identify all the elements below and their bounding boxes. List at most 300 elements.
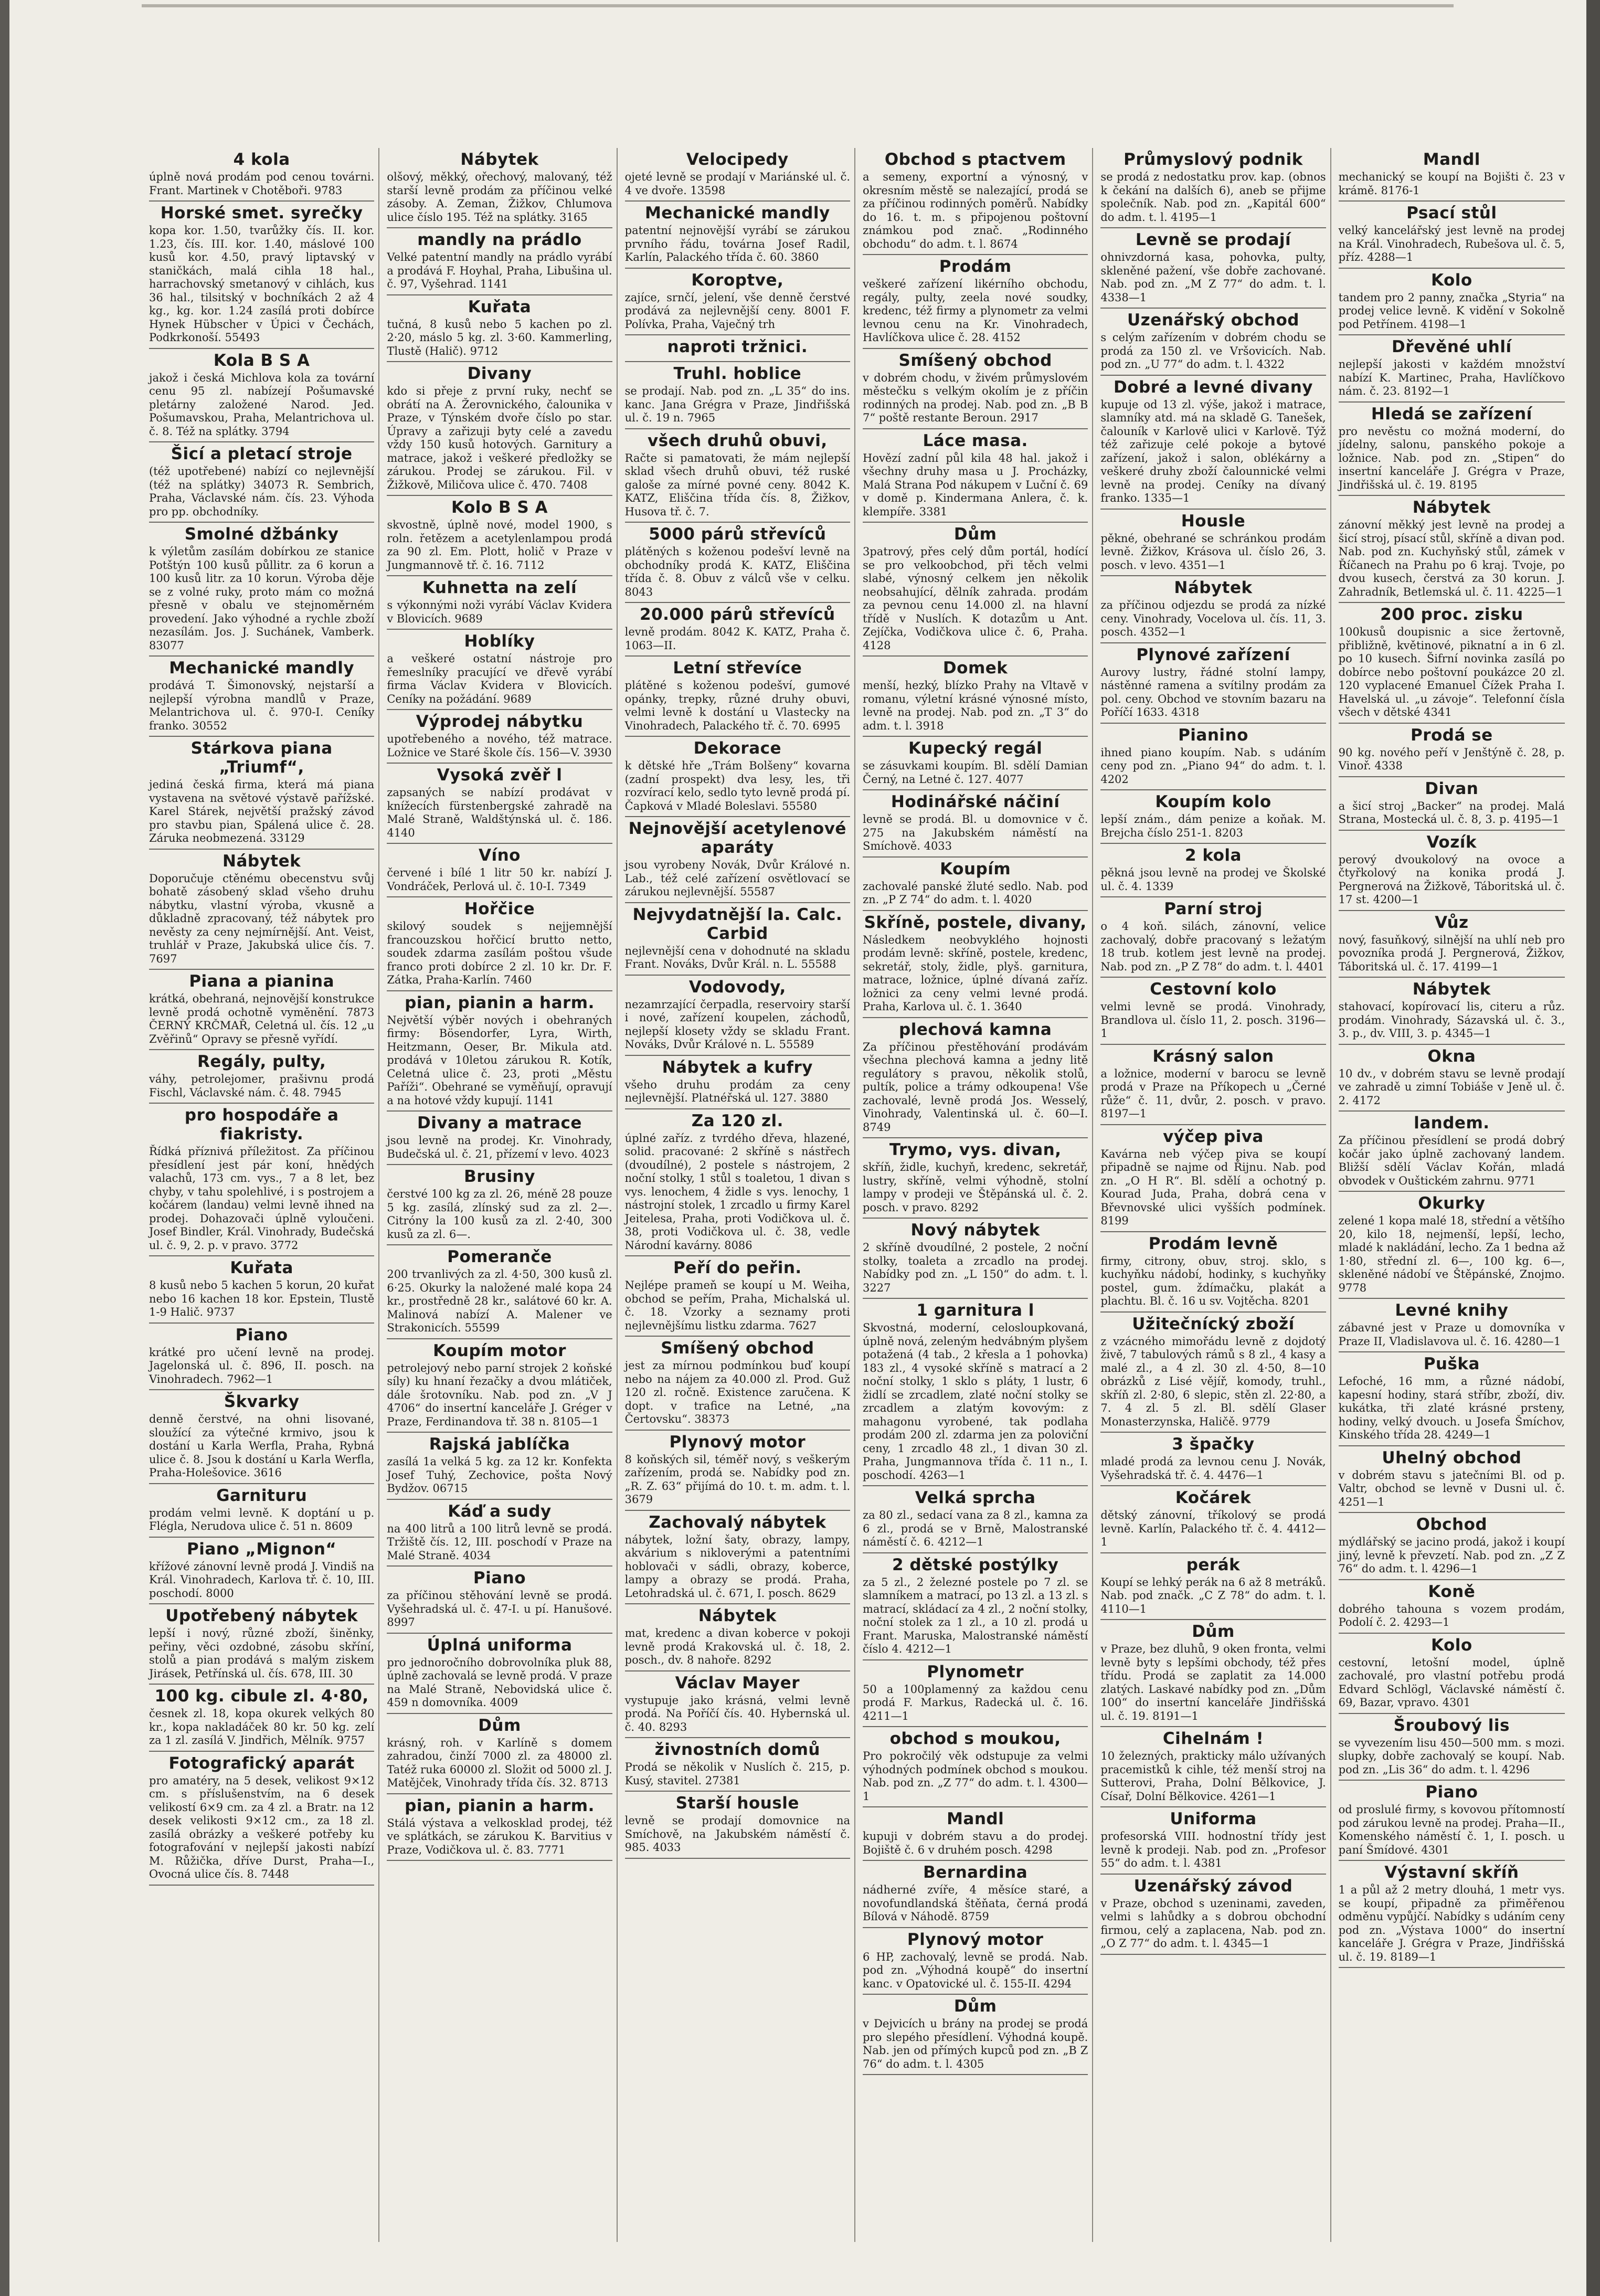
classified-ad	[1339, 831, 1565, 911]
ad-heading: Domek	[942, 659, 1008, 678]
ad-heading: Kuřata	[468, 297, 532, 316]
classified-ad	[149, 1256, 374, 1324]
classified-ad	[625, 523, 850, 603]
classified-ad	[1100, 1553, 1326, 1621]
classified-ad	[1339, 335, 1565, 403]
ad-body: úplné zaříz. z tvrdého dřeva, hlazené, solid. pracované: 2 skříně s nástřech (dvoudílné), 2 postele s nástrojem, 2 noční stolky, 1 stůl s toaletou, 1 divan s vys. lenochem, 4 židle s vys. lenochy, 1 nástrojní stolek, 1 zrcadlo u firmy Karel Jeitelesa, Praha, proti Vodičkova ul. č. 38, proti Vodičkova ul. č. 38, vedle Národní kavárny. 8086	[624, 1131, 850, 1252]
ad-heading: Nejnovější acetylenové aparáty	[628, 819, 846, 857]
ad-heading: Trymo, vys. divan,	[889, 1140, 1062, 1159]
classified-ad	[387, 1339, 612, 1433]
ad-heading: Horské smet. syrečky	[160, 204, 363, 223]
classified-ad	[1339, 1352, 1565, 1446]
classified-ad	[863, 148, 1088, 255]
ad-heading: Hodinářské náčiní	[891, 792, 1060, 811]
classified-ad	[863, 737, 1088, 790]
ad-column-3	[623, 148, 855, 2242]
ad-heading: Nábytek	[1174, 578, 1253, 597]
ad-body: 1 a půl až 2 metry dlouhá, 1 metr vys. se koupí, připadně za přiměřenou odměnu vypůjčí. Nabídky s udáním ceny pod zn. „Výstava 1000“ do insertní kanceláře J. Grégra v Praze, Jindřišská ul. č. 19. 8189—1	[1338, 1884, 1565, 1963]
ad-body: nový, fasuňkový, silnější na uhlí neb pro povozníka prodá J. Pergnerová, Žižkov, Táboritská ul. č. 17. 4199—1	[1338, 933, 1565, 973]
ad-body: jakož i česká Michlova kola za tovární cenu 95 zl. nabízejí Pošumavské pletárny založené Narod. Jed. Pošumavskou, Praha, Melantrichova ul. č. 8. Též na splátky. 3794	[149, 371, 375, 438]
ad-heading: Koně	[1428, 1582, 1476, 1601]
classified-ad	[387, 844, 612, 897]
classified-ad	[625, 429, 850, 523]
ad-column-1	[147, 148, 379, 2242]
ad-heading: Kuhnetta na zelí	[422, 578, 577, 597]
classified-ad	[387, 991, 612, 1112]
ad-body: Račte si pamatovati, že mám nejlepší sklad všech druhů obuvi, též ruské galoše za mírné povné ceny. 8042 K. KATZ, Eliščina třída čís. 8, Žižkov, Husova tř. č. 7.	[624, 451, 850, 518]
ad-body: za příčinou odjezdu se prodá za nízké ceny. Vinohrady, Vocelova ul. čís. 11, 3. posch. 4352—1	[1100, 599, 1326, 638]
ad-heading: Uzenářský obchod	[1127, 311, 1299, 330]
ad-heading: Levně se prodají	[1135, 230, 1291, 249]
ad-body: menší, hezký, blízko Prahy na Vltavě v romanu, výletní krásné výnosné místo, levně na prodej. Nab. pod zn. „T 3“ do adm. t. l. 3918	[863, 679, 1088, 732]
classified-ad	[1100, 1486, 1326, 1553]
ad-body: a veškeré ostatní nástroje pro řemeslníky pracující ve dřevě vyrábí firma Václav Kvidera v Blovicích. Ceníky na požádání. 9689	[387, 652, 612, 705]
ad-body: zachovalé panské žluté sedlo. Nab. pod zn. „P Z 74“ do adm. t. l. 4020	[863, 880, 1088, 906]
classified-ad	[149, 1104, 374, 1256]
ad-body: petrolejový nebo parní strojek 2 koňské síly) ku hnaní řezačky a dvou mlátiček, dále šrotovníku. Nab. pod zn. „V J 4706“ do insertní kanceláře J. Gréger v Praze, Ferdinandova tř. 38 n. 8105—1	[387, 1361, 612, 1428]
ad-heading: pian, pianin a harm.	[405, 1796, 595, 1815]
ad-column-2	[385, 148, 617, 2242]
ad-heading: Koupím	[940, 859, 1011, 879]
classified-ad	[863, 1928, 1088, 1995]
classified-ad	[1339, 269, 1565, 336]
classified-ad	[863, 255, 1088, 349]
ad-heading: Uzenářský závod	[1133, 1876, 1293, 1896]
ad-heading: Užitečnícký zboží	[1132, 1314, 1295, 1334]
classified-ad	[387, 362, 612, 496]
ad-body: červené i bílé 1 litr 50 kr. nabízí J. Vondráček, Perlová ul. č. 10-I. 7349	[387, 866, 612, 893]
ad-heading: Piano	[473, 1569, 526, 1588]
classified-ad	[149, 148, 374, 202]
ad-body: pro nevěstu co možná moderní, do jídelny, salonu, panského pokoje a ložnice. Nab. pod zn. „Stipen“ do insertní kanceláře J. Grégra v Praze, Jindřišská ul. č. 19. 8195	[1338, 425, 1565, 491]
classified-ad	[1100, 1807, 1326, 1875]
ad-heading: 3 špačky	[1172, 1435, 1255, 1454]
ad-body: jediná česká firma, která má piana vystavena na světové výstavě pařížské. Karel Stárek, největší pražský závod pro stavbu pian, Spálená ulice č. 28. Záruka neobmezená. 33129	[149, 778, 375, 844]
classified-ad	[387, 710, 612, 764]
classified-ad	[387, 1112, 612, 1165]
ad-heading: Hoblíky	[464, 632, 535, 651]
ad-heading: Smolné džbánky	[184, 525, 339, 544]
classified-ad	[625, 737, 850, 817]
classified-ad	[625, 1671, 850, 1739]
classified-ad	[149, 1324, 374, 1391]
classified-ad	[387, 630, 612, 710]
ad-heading: Zachovalý nábytek	[649, 1512, 827, 1532]
classified-ad	[625, 657, 850, 737]
ad-heading: pian, pianin a harm.	[405, 993, 595, 1012]
ad-body: mýdlářský se jacino prodá, jakož i koupí jiný, levně k převzetí. Nab. pod zn. „Z Z 76“ do adm. t. l. 4296—1	[1338, 1536, 1565, 1575]
classified-ad	[625, 817, 850, 903]
classified-ad	[1339, 603, 1565, 724]
ad-body: všeho druhu prodám za ceny nejlevnější. Platnéřská ul. 127. 3880	[624, 1078, 850, 1104]
classified-ad	[149, 523, 374, 657]
ad-body: upotřebeného a nového, též matrace. Ložnice ve Staré škole čís. 156—V. 3930	[387, 733, 612, 759]
ad-heading: Prodám levně	[1148, 1234, 1278, 1253]
classified-ad	[1339, 978, 1565, 1045]
ad-heading: Housle	[1181, 511, 1246, 531]
classified-ad	[863, 1486, 1088, 1553]
classified-ad	[863, 1138, 1088, 1219]
classified-ad	[863, 790, 1088, 858]
classified-ad	[149, 657, 374, 737]
ad-body: Velké patentní mandly na prádlo vyrábí a prodává F. Hoyhal, Praha, Libušina ul. č. 97, Vyšehrad. 1141	[387, 251, 612, 290]
ad-heading: Dřevěné uhlí	[1392, 337, 1512, 356]
ad-heading: Stárkova piana „Triumf“,	[190, 739, 333, 777]
ad-body: perový dvoukolový na ovoce a čtyřkolový na konika prodá J. Pergnerová na Žižkově, Táboritská ul. č. 17 st. 4200—1	[1338, 853, 1565, 906]
ad-heading: Koupím motor	[433, 1341, 566, 1360]
ad-body: a ložnice, moderní v barocu se levně prodá v Praze na Příkopech u „Černé růže“ č. 11, dvůr, 2. posch. v pravo. 8197—1	[1100, 1067, 1326, 1120]
classified-ad	[149, 1050, 374, 1104]
ad-body: ojeté levně se prodají v Mariánské ul. č. 4 ve dvoře. 13598	[624, 171, 850, 197]
ad-body: na 400 litrů a 100 litrů levně se prodá. Tržiště čís. 12, III. poschodí v Praze na Malé Straně. 4034	[387, 1522, 612, 1562]
ad-body: mechanický se koupí na Bojišti č. 23 v krámě. 8176-1	[1338, 171, 1565, 197]
ad-heading: 2 dětské postýlky	[892, 1555, 1059, 1574]
classified-ad	[149, 1390, 374, 1484]
ad-body: nábytek, ložní šaty, obrazy, lampy, akvárium s nikloverými a patentními hoblovači v sádli, obrazy, koberce, lampy a obrazy se prodá. Praha, Letohradská ul. č. 671, I. posch. 8629	[624, 1533, 850, 1600]
ad-heading: Velká sprcha	[915, 1488, 1036, 1507]
ad-body: Koupí se lehký perák na 6 až 8 metráků. Nab. pod značk. „C Z 78“ do adm. t. l. 4110—1	[1100, 1575, 1326, 1615]
ad-body: Stálá výstava a velkosklad prodej, též ve splátkách, se zárukou K. Barvitius v Praze, Vodičkova ul. č. 83. 7771	[387, 1816, 612, 1856]
ad-heading: Smíšený obchod	[661, 1339, 814, 1358]
ad-body: nezamrzající čerpadla, reservoiry starší i nové, zařízení koupelen, záchodů, nejlepší klosety vždy se skladu Frant. Nováks, Dvůr Králové n. L. 55589	[624, 998, 850, 1051]
ad-heading: Nábytek	[460, 150, 539, 169]
ad-heading: Václav Mayer	[675, 1673, 800, 1692]
ad-body: lepší i nový, různé zboží, šiněnky, peřiny, věci ozdobné, zásobu skříní, stolů a pian prodává s malým ziskem Jirásek, Petřínská ul. čís. 678, III. 30	[149, 1627, 375, 1680]
ad-heading: Regály, pulty,	[197, 1052, 326, 1071]
classified-ad	[625, 603, 850, 657]
ad-body: plátěných s koženou podešví levně na obchodníky prodá K. KATZ, Eliščina třída č. 8. Obuv z válců vše v celku. 8043	[624, 545, 850, 598]
ad-heading: Dobré a levné divany	[1113, 377, 1313, 397]
classified-ad	[1100, 1313, 1326, 1433]
classified-ad	[1339, 1192, 1565, 1299]
classified-ad	[149, 970, 374, 1050]
ad-body: skilový soudek s nejjemnější francouzskou hořčicí brutto netto, soudek zdarma zasílám poštou všude franco proti dobírce 2 zl. 10 kr. Dr. F. Zátka, Praha-Karlín. 7460	[387, 920, 612, 986]
classified-ad	[387, 1714, 612, 1794]
ad-heading: Hledá se zařízení	[1371, 404, 1532, 424]
ad-body: ohnivzdorná kasa, pohovka, pulty, skleněné pažení, vše dobře zachované. Nab. pod zn. „M Z 77“ do adm. t. l. 4338—1	[1100, 251, 1326, 304]
classified-ad	[149, 1752, 374, 1886]
ad-heading: Dům	[1192, 1622, 1235, 1641]
ad-heading: obchod s moukou,	[889, 1729, 1061, 1748]
ad-heading: 2 kola	[1184, 846, 1242, 865]
ad-heading: Dům	[478, 1716, 521, 1735]
classified-ad	[387, 1500, 612, 1567]
ad-body: Největší výběr nových i obehraných firmy: Bösendorfer, Lyra, Wirth, Heitzmann, Oeser, Br. Mikula atd. prodává v 10letou zárukou R. Kotík, Celetná ulice č. 23, proti „Městu Paříži“. Obehrané se vyměňují, opravují a na hotové vždy kupují. 1141	[387, 1013, 612, 1107]
ad-heading: Bernardina	[923, 1863, 1028, 1882]
page-edge-right	[1586, 0, 1600, 2296]
ad-body: jsou vyrobeny Novák, Dvůr Králové n. Lab., též celé zařízení osvětlovací se zárukou nejlevnější. 55587	[624, 859, 850, 898]
classified-ad	[149, 202, 374, 349]
classified-ad	[863, 429, 1088, 523]
ad-heading: Výstavní skříň	[1384, 1863, 1519, 1882]
classified-ad	[1100, 576, 1326, 643]
classified-ad	[1100, 1727, 1326, 1807]
ad-heading: Uhelný obchod	[1382, 1448, 1522, 1467]
classified-ad	[625, 148, 850, 202]
ad-body: profesorská VIII. hodnostní třídy jest levně k prodeji. Nab. pod zn. „Profesor 55“ do adm. t. l. 4381	[1100, 1830, 1326, 1869]
ad-body: levně se prodají domovnice na Smíchově, na Jakubském náměstí č. 985. 4033	[624, 1814, 850, 1854]
classified-ad	[1339, 1112, 1565, 1192]
ad-body: zánovní měkký jest levně na prodej a šicí stroj, písací stůl, skříně a divan pod. Nab. pod zn. Kuchyňský stůl, zámek v Říčanech na Prahu po 6 kraj. Tvoje, po dvou kusech, čerstvá za 30 korun. J. Zahradník, Betlemská ul. č. 11. 4225—1	[1338, 519, 1565, 598]
ad-body: ihned piano koupím. Nab. s udáním ceny pod zn. „Piano 94“ do adm. t. l. 4202	[1100, 746, 1326, 786]
ad-body: pěkná jsou levně na prodej ve Školské ul. č. 4. 1339	[1100, 866, 1326, 893]
ad-body: zajíce, srnčí, jelení, vše denně čerstvé prodává za nejlevnější ceny. 8001 F. Polívka, Praha, Vaječný trh	[624, 291, 850, 331]
ad-heading: Dům	[953, 1997, 997, 2016]
ad-heading: Piano	[235, 1325, 288, 1345]
ad-heading: Pomeranče	[447, 1247, 552, 1266]
ad-heading: Letní střevíce	[673, 659, 802, 678]
ad-body: v Praze, bez dluhů, 9 oken fronta, velmi levně byty s lepšími obchody, též přes třídu. Prodá se zaplatit za 14.000 zlatých. Laskavé nabídky pod zn. „Dům 100“ do insertní kanceláře Jindřišská ul. č. 19. 8191—1	[1100, 1643, 1326, 1722]
classified-ad	[387, 228, 612, 295]
ad-heading: Výprodej nábytku	[416, 712, 584, 731]
ad-heading: Kočárek	[1175, 1488, 1252, 1507]
ad-body: levně se prodá. Bl. u domovnice v č. 275 na Jakubském náměstí na Smíchově. 4033	[863, 813, 1088, 852]
classified-ad	[1339, 1861, 1565, 1968]
ad-heading: Peří do peřin.	[673, 1258, 802, 1277]
ad-body: (též upotřebené) nabízí co nejlevnější (též na splátky) 34073 R. Sembrich, Praha, Václavské nám. čís. 23. Výhoda pro pp. obchodníky.	[149, 465, 375, 518]
ad-heading: Káď a sudy	[448, 1501, 552, 1521]
ad-heading: 1 garnitura l	[916, 1301, 1034, 1320]
ad-heading: Nábytek	[1412, 980, 1491, 999]
ad-body: váhy, petrolejomer, prašivnu prodá Fischl, Václavské nám. č. 48. 7945	[149, 1073, 375, 1099]
ad-heading: Vůz	[1435, 913, 1469, 932]
ad-heading: Upotřebený nábytek	[165, 1606, 358, 1625]
ad-heading: Vodovody,	[688, 977, 786, 997]
ad-heading: Vysoká zvěř l	[437, 766, 563, 785]
classified-ad	[625, 362, 850, 429]
ad-body: česnek zl. 18, kopa okurek velkých 80 kr., kopa nakladáček 80 kr. 50 kg. zelí za 1 zl. zasílá V. Jindřich, Mělník. 9757	[149, 1707, 375, 1747]
ad-body: Za příčinou přesídlení se prodá dobrý kočár jako úplně zachovaný landem. Bližší sdělí Václav Kořán, mladá obvodek v Ouštickém zahrnu. 9771	[1338, 1134, 1565, 1187]
classified-ad	[1100, 1232, 1326, 1313]
classified-ad	[387, 1634, 612, 1714]
ad-body: skvostně, úplně nové, model 1900, s roln. řetězem a acetylenlampou prodá za 90 zl. Em. Plott, holič v Praze v Jungmannově tř. č. 16. 7112	[387, 519, 612, 572]
ad-heading: Koupím kolo	[1155, 792, 1271, 811]
ad-heading: landem.	[1414, 1114, 1490, 1133]
ad-heading: Plynový motor	[907, 1930, 1044, 1949]
ad-body: se prodají. Nab. pod zn. „L 35“ do ins. kanc. Jana Grégra v Praze, Jindřišská ul. č. 19 n. 7965	[624, 385, 850, 424]
ad-body: dobrého tahouna s vozem prodám, Podolí č. 2. 4293—1	[1338, 1602, 1565, 1628]
classified-ad	[387, 148, 612, 228]
classified-ad	[1100, 1620, 1326, 1727]
ad-body: kopa kor. 1.50, tvarůžky čís. II. kor. 1.23, čís. III. kor. 1.40, máslové 100 kusů kor. 4.50, pravý liptavský v staničkách, malá cihla 18 hal., harrachovský smetanový v cihlách, kus 36 hal., tilsitský v bochníkách 2 až 4 kg., kg. kor. 1.24 zasílá proti dobírce Hynek Hübscher v Úpici v Čechách, Podkrkonoší. 55493	[149, 224, 375, 344]
ad-body: 10 železných, prakticky málo užívaných pracemistků k cihle, též menší stroj na Sutterovi, Praha, Dolní Bělkovice, J. Císař, Dolní Bělkovice. 4261—1	[1100, 1750, 1326, 1803]
ad-body: mat, kredenc a divan koberce v pokoji levně prodá Krakovská ul. č. 18, 2. posch., dv. 8 nahoře. 8292	[624, 1627, 850, 1666]
ad-heading: Plynový motor	[669, 1432, 806, 1452]
ad-body: s celým zařízením v dobrém chodu se prodá za 150 zl. ve Vršovicích. Nab. pod zn. „U 77“ do adm. t. l. 4322	[1100, 331, 1326, 371]
ad-body: nádherné zvíře, 4 měsíce staré, a novofundlandská štěňata, černá prodá Bílová v Náhodě. 8759	[863, 1884, 1088, 1923]
classified-ad	[625, 1431, 850, 1511]
classified-ad	[387, 295, 612, 363]
ad-heading: 4 kola	[233, 150, 290, 169]
ad-body: firmy, citrony, obuv, stroj. sklo, s kuchyňku nádobí, hodinky, s kuchyňky postel, gum. ždímačku, plakát a plachtu. Bl. č. 16 u sv. Vojtěcha. 8201	[1100, 1254, 1326, 1307]
ad-body: se vyvezením lisu 450—500 mm. s mozi. slupky, dobře zachovalý se koupí. Nab. pod zn. „Lis 36“ do adm. t. l. 4296	[1338, 1736, 1565, 1776]
ad-body: Doporučuje ctěnému obecenstvu svůj bohatě zásobený sklad všeho druhu nábytku, vlastní výroba, vkusně a důkladně zpracovaný, též nábytek pro nevěsty za ceny nejmírnější. Ant. Veist, truhlář v Praze, Jakubská ulice čís. 7. 7697	[149, 872, 375, 965]
ad-heading: 100 kg. cibule zl. 4·80,	[154, 1687, 369, 1706]
ad-heading: Plynometr	[927, 1662, 1024, 1681]
ad-heading: Víno	[479, 846, 521, 865]
ad-heading: Uniforma	[1170, 1810, 1257, 1828]
ad-heading: Kupecký regál	[908, 739, 1043, 758]
ad-heading: Úplná uniforma	[427, 1635, 573, 1655]
classified-ad	[625, 1109, 850, 1257]
ad-body: Za příčinou přestěhování prodávám všechna plechová kamna a jedny litě regulátory s pravou, několik stolů, pultík, police a trámy odkoupena! Vše zachovalé, levně prodá Jos. Wesselý, Vinohrady, Valentinská ul. č. 60—I. 8749	[863, 1040, 1088, 1134]
classified-ad	[1100, 376, 1326, 510]
ad-heading: Velocipedy	[686, 150, 789, 169]
classified-ad	[625, 269, 850, 336]
classified-ad	[149, 349, 374, 443]
classified-ad	[1100, 1875, 1326, 1955]
ad-heading: Starší housle	[675, 1794, 799, 1813]
classified-ad	[1339, 1580, 1565, 1634]
ad-heading: plechová kamna	[899, 1020, 1052, 1039]
ad-body: v Praze, obchod s uzeninami, zaveden, velmi s lahůdky a s dobrou obchodní firmou, celý a zaplacena, Nab. pod zn. „O Z 77“ do adm. t. l. 4345—1	[1100, 1897, 1326, 1950]
classified-ad	[863, 523, 1088, 657]
ad-body: tandem pro 2 panny, značka „Styria“ na prodej velice levně. K vidění v Sokolně pod Petřínem. 4198—1	[1338, 291, 1565, 331]
ad-body: patentní nejnovější vyrábí se zárukou prvního řádu, továrna Josef Radil, Karlín, Palackého třída č. 60. 3860	[624, 224, 850, 263]
ad-body: kdo si přeje z první ruky, nechť se obrátí na A. Žerovnického, čalounika v Praze, v Týnském dvoře číslo po star. Úpravy a zařizuji byty celé a zavedu vždy 150 kusů hotových. Garnitury a matrace, jakož i veškeré předložky se zárukou. Prodej se zárukou. Fil. v Žižkově, Miličova ulice č. 470. 7408	[387, 385, 612, 491]
ad-heading: Šroubový lis	[1393, 1716, 1510, 1735]
ad-heading: Nábytek	[222, 851, 301, 871]
classified-ad	[863, 349, 1088, 429]
ad-heading: Nejvydatnější la. Calc. Carbid	[632, 905, 843, 943]
ad-body: krátké pro učení levně na prodej. Jagelonská ul. č. 896, II. posch. na Vinohradech. 7962—1	[149, 1346, 375, 1385]
classified-ad	[625, 1511, 850, 1605]
classified-ad	[1100, 643, 1326, 724]
ad-body: o 4 koň. silách, zánovní, velice zachovalý, dobře pracovaný s ležatým 18 trub. kotlem jest levně na prodej. Nab. pod zn. „P Z 78“ do adm. t. l. 4401	[1100, 920, 1326, 973]
ad-body: kupuji v dobrém stavu a do prodej. Bojiště č. 6 v druhém posch. 4298	[863, 1830, 1088, 1856]
ad-heading: Obchod s ptactvem	[884, 150, 1066, 169]
ad-body: v dobrém stavu s jatečními Bl. od p. Valtr, obchod se levně v Dusni ul. č. 4251—1	[1338, 1468, 1565, 1508]
top-rule	[142, 4, 1454, 7]
classified-ad	[387, 1567, 612, 1634]
classified-ad	[625, 1056, 850, 1109]
ad-heading: Kolo	[1431, 270, 1472, 290]
classified-ad	[863, 911, 1088, 1018]
ad-body: Hovězí zadní půl kila 48 hal. jakož i všechny druhy masa u J. Procházky, Malá Strana Pod nákupem v Luční č. 69 v domě p. Kindermana Anlera, č. k. klempíře. 3381	[863, 451, 1088, 518]
classified-ad	[1339, 148, 1565, 202]
ad-heading: Pianino	[1178, 725, 1248, 745]
classified-ad	[1339, 202, 1565, 269]
classified-ad	[149, 1685, 374, 1752]
ad-body: Aurovy lustry, řádné stolní lampy, nástěnné ramena a svítilny prodám za pol. ceny. Obchod ve stovním bazaru na Poříčí 1633. 4318	[1100, 665, 1326, 718]
ad-body: Řídká příznivá příležitost. Za příčinou přesídlení jest pár koní, hnědých valachů, 173 cm. vys., 7 a 8 let, bez chyby, v tahu spolehlivé, i s postrojem a kočárem (landau) velmi levně ihned na prodej. Dohazovači úplně vyloučeni. Josef Bindler, Král. Vinohrady, Budečská ul. č. 9, 2. p. v pravo. 3772	[149, 1145, 375, 1252]
classified-ad	[1339, 777, 1565, 831]
ad-heading: mandly na prádlo	[417, 230, 582, 249]
ad-heading: živnostních domů	[654, 1740, 820, 1759]
ad-body: čerstvé 100 kg za zl. 26, méně 28 pouze 5 kg. zasílá, zlínský sud za zl. 2—. Citróny la 100 kusů za zl. 2·40, 300 kusů za zl. 6—.	[387, 1188, 612, 1241]
ad-body: od proslulé firmy, s kovovou přítomností pod zárukou levně na prodej. Praha—II., Komenského náměstí č. 1, I. posch. u paní Šmídové. 4301	[1338, 1803, 1565, 1856]
ad-body: vystupuje jako krásná, velmi levně prodá. Na Poříčí čís. 40. Hybernská ul. č. 40. 8293	[624, 1694, 850, 1733]
classified-ad	[625, 1604, 850, 1671]
ad-body: Pro pokročilý věk odstupuje za velmi výhodných podmínek obchod s moukou. Nab. pod zn. „Z 77“ do adm. t. l. 4300—1	[863, 1750, 1088, 1803]
ad-body: a semeny, exportní a výnosný, v okresním městě se nalezající, prodá se za příčinou rodinných poměrů. Nabídky do 16. t. m. s připojenou poštovní známkou pod znač. „Rodinného obchodu“ do adm. t. l. 8674	[863, 171, 1088, 250]
ad-body: krátká, obehraná, nejnovější konstrukce levně prodá ochotně vyměnění. 7873 ČERNÝ KRČMAŘ, Celetná ul. čís. 12 „u Zvěřinů“ Opravy se přesně vyřídí.	[149, 992, 375, 1045]
ad-heading: Plynové zařízení	[1136, 645, 1290, 664]
ad-body: k dětské hře „Trám Bolšeny“ kovarna (zadní prospekt) dva lesy, les, tři rozvírací kelo, sedlo tyto levně prodá pí. Čapková v Mladé Boleslavi. 55580	[624, 759, 850, 812]
classified-ad	[863, 1807, 1088, 1861]
ad-heading: Cestovní kolo	[1150, 980, 1277, 999]
ad-body: zelené 1 kopa malé 18, střední a většího 20, kilo 18, nejmenší, lepší, lecho, mladé k nakládání, lecho. Za 1 bedna až 1·80, střední zl. 6—, 100 kg. 6—, skleněné nádobí ve Štěpánské, Znojmo. 9778	[1338, 1214, 1565, 1294]
ad-heading: Za 120 zl.	[691, 1111, 783, 1130]
classified-ad	[863, 1660, 1088, 1728]
classified-ad	[1100, 1125, 1326, 1232]
page-edge-left	[0, 0, 9, 2296]
classified-ad	[387, 764, 612, 844]
ad-body: cestovní, letošní model, úplně zachovalé, pro vlastní potřebu prodá Edvard Schlögl, Václavské náměstí č. 69, Bazar, vpravo. 4301	[1338, 1656, 1565, 1709]
ad-body: 90 kg. nového peří v Jenštýně č. 28, p. Vinoř. 4338	[1338, 746, 1565, 772]
ad-heading: Smíšený obchod	[898, 351, 1052, 370]
ad-heading: Hořčice	[464, 900, 535, 918]
ad-body: z vzácného mimořádu levně z dojdotý živě, 7 tabulových rámů s 8 zl., 4 kasy a malé zl., a 4 zl. 30 zl. 4·50, 8—10 obrázků z Lisé vějíř, komody, truhl., skříň zl. 2·80, 6 slepic, stěn zl. 22·80, a 7. 4 zl. 5 zl. Bl. sdělí Glaser Monasterzynska, Haličě. 9779	[1100, 1335, 1326, 1428]
classified-ad	[149, 442, 374, 523]
ad-heading: Divan	[1425, 779, 1479, 798]
classified-ad	[387, 1245, 612, 1339]
ad-body: tučná, 8 kusů nebo 5 kachen po zl. 2·20, máslo 5 kg. zl. 3·60. Kammerling, Tlustě (Halič). 9712	[387, 318, 612, 357]
classified-ad	[149, 1604, 374, 1685]
ad-body: 8 kusů nebo 5 kachen 5 korun, 20 kuřat nebo 16 kachen 18 kor. Epstein, Tlustě 1-9 Halič. 9737	[149, 1279, 375, 1318]
classified-ad	[625, 1256, 850, 1337]
ad-heading: Koroptve,	[691, 270, 784, 290]
ad-columns	[147, 148, 1569, 2242]
ad-body: olšový, měkký, ořechový, malovaný, též starší levně prodám za příčinou velké zásoby. A. Zeman, Žižkov, Chlumova ulice číslo 195. Též na splátky. 3165	[387, 171, 612, 224]
classified-ad	[625, 1792, 850, 1859]
classified-ad	[863, 1995, 1088, 2075]
classified-ad	[863, 1861, 1088, 1928]
ad-heading: Parní stroj	[1164, 900, 1263, 918]
ad-body: denně čerstvé, na ohni lisované, sloužící za výtečné krmivo, jsou k dostání u Karla Werfla, Praha, Rybná ulice č. 8. Jsou k dostání u Karla Werfla, Praha-Holešovice. 3616	[149, 1413, 375, 1479]
ad-body: za 80 zl., sedací vana za 8 zl., kamna za 6 zl., prodá se v Brně, Malostranské náměstí č. 6. 4212—1	[863, 1509, 1088, 1548]
ad-body: nejlevnější cena v dohodnuté na skladu Frant. Nováks, Dvůr Král. n. L. 55588	[624, 944, 850, 970]
ad-body: velmi levně se prodá. Vinohrady, Brandlova ul. číslo 11, 2. posch. 3196—1	[1100, 1000, 1326, 1040]
classified-ad	[1339, 1634, 1565, 1714]
ad-body: jsou levně na prodej. Kr. Vinohrady, Budečská ul. č. 21, přízemí v levo. 4023	[387, 1134, 612, 1160]
ad-heading: Okna	[1427, 1046, 1476, 1066]
ad-heading: Okurky	[1418, 1194, 1486, 1213]
ad-body: pro jednoročního dobrovolníka pluk 88, úplně zachovalá se levně prodá. V praze na Malé Straně, Nebovidská ulice č. 459 n domovníka. 4009	[387, 1656, 612, 1709]
classified-ad	[1100, 510, 1326, 577]
ad-body: veškeré zařízení likérního obchodu, regály, pulty, zeela nové soudky, kredenc, též firmy a plynometr za velmi levnou cenu na Kr. Vinohradech, Havlíčkova ulice č. 28. 4152	[863, 278, 1088, 344]
classified-ad	[1100, 228, 1326, 309]
ad-heading: Škvarky	[224, 1392, 300, 1411]
classified-ad	[863, 1219, 1088, 1299]
ad-body: 200 trvanlivých za zl. 4·50, 300 kusů zl. 6·25. Okurky la naložené malé kopa 24 kr., prostředně 28 kr., salátové 60 kr. A. Malinová nabízí A. Malener ve Strakonicích. 55599	[387, 1268, 612, 1334]
ad-heading: Psací stůl	[1406, 204, 1497, 223]
ad-heading: Cihelnám !	[1162, 1729, 1264, 1748]
classified-ad	[1100, 897, 1326, 978]
ad-body: skříň, židle, kuchyň, kredenc, sekretář, lustry, skříně, velmi výhodně, stolní lampy v prodeji ve Štěpánská ul. č. 2. posch. v pravo. 8292	[863, 1161, 1088, 1214]
ad-body: dětský zánovní, tříkolový se prodá levně. Karlín, Palackého tř. č. 4. 4412—1	[1100, 1509, 1326, 1548]
classified-ad	[1100, 148, 1326, 228]
ad-body: plátěné s koženou podešví, gumové opánky, trepky, různé druhy obuvi, velmi levně k dostání u Vlastecky na Vinohradech, Palackého tř. č. 70. 6995	[624, 679, 850, 732]
ad-body: v Dejvicích u brány na prodej se prodá pro slepého přesídlení. Výhodná koupě. Nab. jen od přímých kupců pod zn. „B Z 76“ do adm. t. l. 4305	[863, 2017, 1088, 2070]
classified-ad	[1100, 978, 1326, 1045]
ad-column-4	[861, 148, 1093, 2242]
ad-body: 2 skříně dvoudílné, 2 postele, 2 noční stolky, toaleta a zrcadlo na prodej. Nabídky pod zn. „L 150“ do adm. t. l. 3227	[863, 1241, 1088, 1294]
classified-ad	[863, 1553, 1088, 1660]
ad-heading: Levné knihy	[1395, 1301, 1509, 1320]
ad-heading: výčep piva	[1163, 1127, 1264, 1146]
ad-body: za příčinou stěhování levně se prodá. Vyšehradská ul. č. 47-I. u pí. Hanušové. 8997	[387, 1589, 612, 1628]
ad-body: jest za mírnou podmínkou buď koupí nebo na nájem za 40.000 zl. Prod. Guž 120 zl. ročně. Existence zaručena. K dopt. v trafice na Letné, „na Čertovsku“. 38373	[624, 1359, 850, 1425]
ad-heading: Mandl	[947, 1810, 1004, 1828]
classified-ad	[863, 858, 1088, 911]
ad-heading: Vozík	[1426, 832, 1477, 852]
classified-ad	[625, 202, 850, 269]
ad-body: křížové zánovní levně prodá J. Vindiš na Král. Vinohradech, Karlova tř. č. 10, III. poschodí. 8000	[149, 1560, 375, 1600]
classified-ad	[387, 1433, 612, 1500]
classified-ad	[387, 1165, 612, 1245]
classified-ad	[1100, 724, 1326, 791]
